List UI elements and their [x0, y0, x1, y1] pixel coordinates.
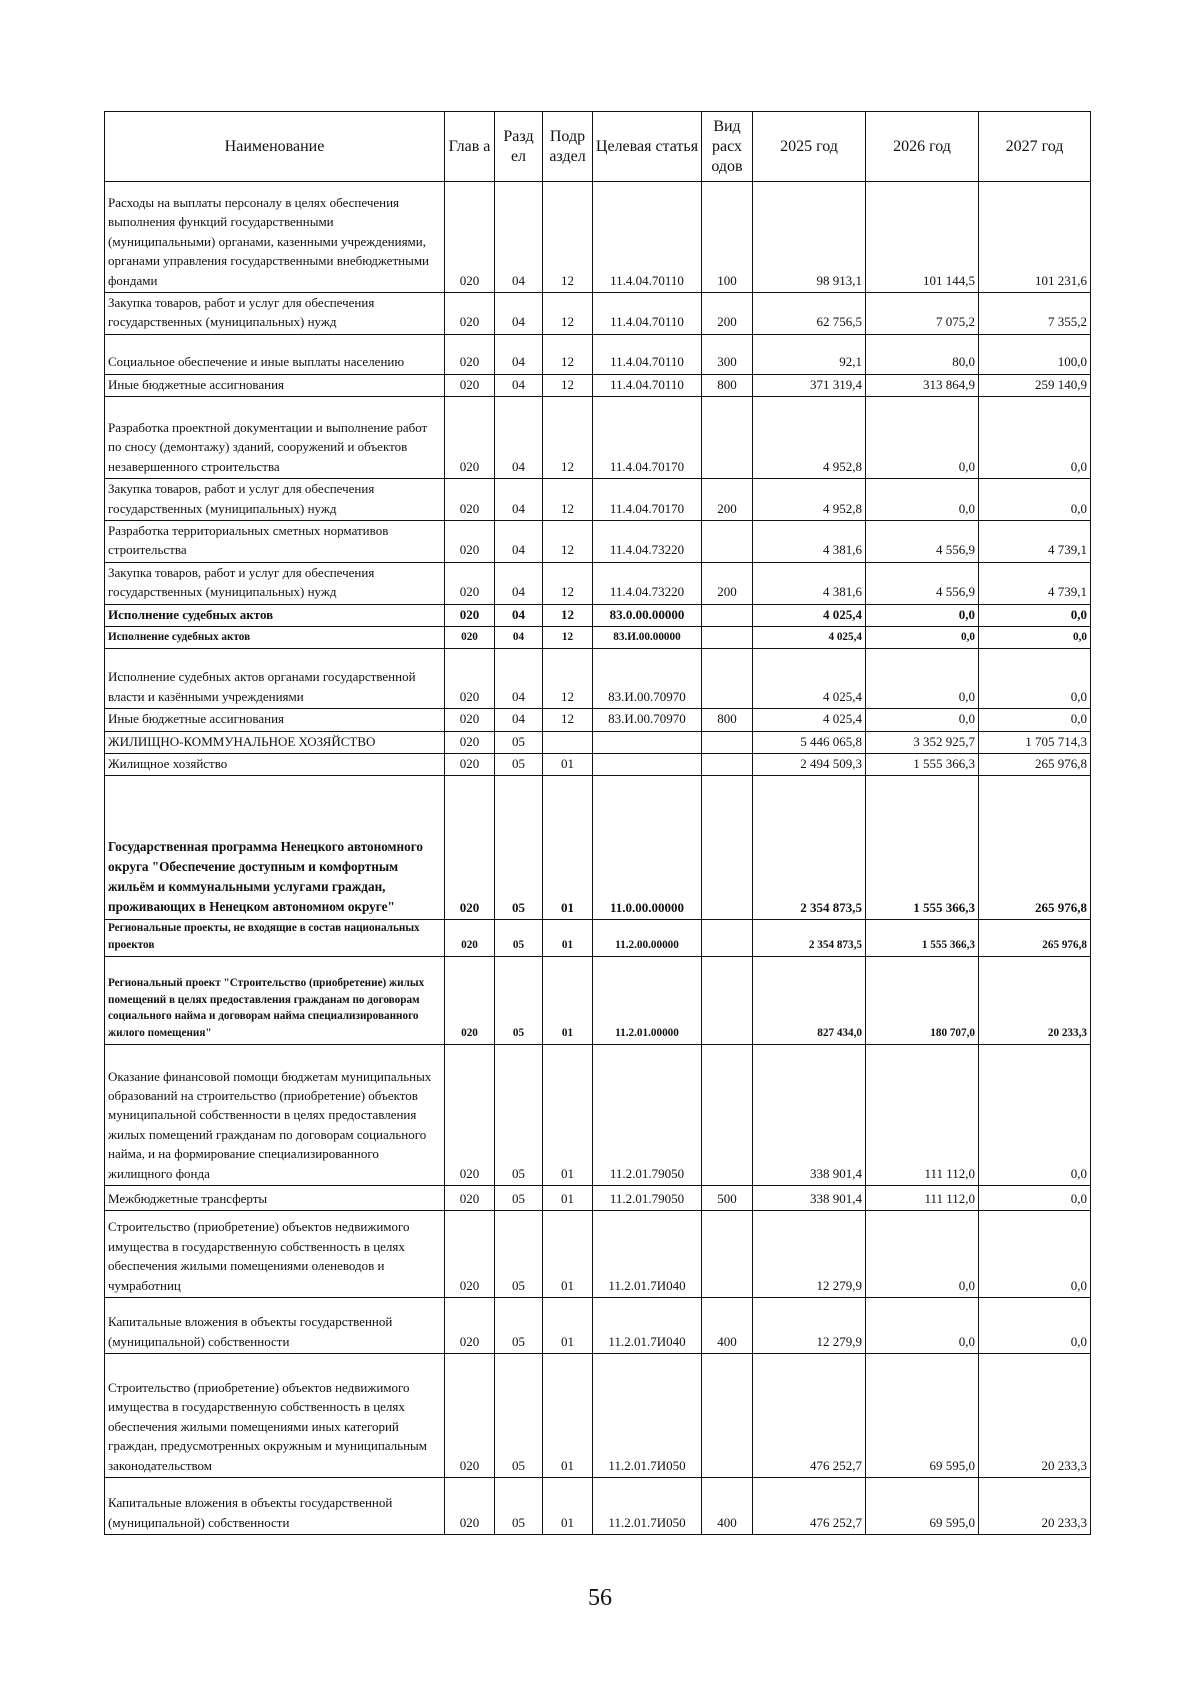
row-subsection: 01 — [543, 957, 593, 1045]
row-value-2027: 101 231,6 — [979, 182, 1091, 293]
row-name: Иные бюджетные ассигнования — [105, 709, 445, 731]
row-expense-type — [702, 521, 753, 563]
row-section: 05 — [495, 1354, 543, 1478]
row-value-2026: 1 555 366,3 — [866, 776, 979, 920]
table-row — [105, 334, 1091, 374]
row-value-2027: 0,0 — [979, 1298, 1091, 1354]
row-target-article: 11.4.04.70110 — [593, 182, 702, 293]
table-row — [105, 776, 1091, 920]
row-value-2025: 12 279,9 — [753, 1211, 866, 1298]
row-name: Региональные проекты, не входящие в состав национальных проектов — [105, 920, 445, 957]
row-value-2027: 0,0 — [979, 649, 1091, 709]
row-chapter: 020 — [445, 731, 495, 753]
row-name: Исполнение судебных актов — [105, 604, 445, 626]
row-value-2026: 0,0 — [866, 1298, 979, 1354]
row-subsection — [543, 731, 593, 753]
row-value-2027: 265 976,8 — [979, 920, 1091, 957]
row-value-2025: 371 319,4 — [753, 374, 866, 396]
table-row — [105, 397, 1091, 479]
row-target-article: 11.4.04.73220 — [593, 521, 702, 563]
row-target-article — [593, 731, 702, 753]
header-year-2026: 2026 год — [866, 112, 979, 182]
row-chapter: 020 — [445, 1045, 495, 1186]
row-value-2026: 0,0 — [866, 627, 979, 649]
row-value-2025: 4 381,6 — [753, 521, 866, 563]
table-row — [105, 1298, 1091, 1354]
row-section: 05 — [495, 1186, 543, 1211]
row-chapter: 020 — [445, 1186, 495, 1211]
row-expense-type — [702, 957, 753, 1045]
row-name: Строительство (приобретение) объектов недвижимого имущества в государственную собственность в целях обеспечения жилыми помещениями оленеводов и чумработниц — [105, 1211, 445, 1298]
table-row — [105, 920, 1091, 957]
row-value-2025: 2 354 873,5 — [753, 776, 866, 920]
row-chapter: 020 — [445, 293, 495, 335]
row-chapter: 020 — [445, 1354, 495, 1478]
row-section: 04 — [495, 627, 543, 649]
row-expense-type: 100 — [702, 182, 753, 293]
header-section: Разд ел — [495, 112, 543, 182]
row-target-article: 11.0.00.00000 — [593, 776, 702, 920]
row-chapter: 020 — [445, 521, 495, 563]
row-expense-type: 800 — [702, 374, 753, 396]
row-expense-type — [702, 731, 753, 753]
row-section: 05 — [495, 920, 543, 957]
row-expense-type — [702, 649, 753, 709]
row-subsection: 12 — [543, 562, 593, 604]
row-value-2026: 80,0 — [866, 334, 979, 374]
row-chapter: 020 — [445, 562, 495, 604]
row-section: 04 — [495, 649, 543, 709]
row-value-2026: 0,0 — [866, 397, 979, 479]
row-name: Капитальные вложения в объекты государственной (муниципальной) собственности — [105, 1298, 445, 1354]
row-section: 04 — [495, 479, 543, 521]
row-target-article: 11.2.01.7И040 — [593, 1298, 702, 1354]
row-chapter: 020 — [445, 1478, 495, 1535]
row-section: 05 — [495, 1298, 543, 1354]
row-value-2025: 2 494 509,3 — [753, 754, 866, 776]
header-expense-type: Вид расх одов — [702, 112, 753, 182]
row-value-2025: 338 901,4 — [753, 1045, 866, 1186]
row-name: Закупка товаров, работ и услуг для обеспечения государственных (муниципальных) нужд — [105, 562, 445, 604]
row-chapter: 020 — [445, 374, 495, 396]
row-value-2025: 476 252,7 — [753, 1478, 866, 1535]
row-subsection: 01 — [543, 1211, 593, 1298]
table-row — [105, 731, 1091, 753]
row-value-2026: 111 112,0 — [866, 1045, 979, 1186]
row-name: Капитальные вложения в объекты государственной (муниципальной) собственности — [105, 1478, 445, 1535]
row-expense-type: 500 — [702, 1186, 753, 1211]
row-chapter: 020 — [445, 182, 495, 293]
row-value-2026: 0,0 — [866, 479, 979, 521]
row-value-2025: 4 025,4 — [753, 627, 866, 649]
row-expense-type — [702, 627, 753, 649]
row-subsection: 12 — [543, 479, 593, 521]
row-name: Иные бюджетные ассигнования — [105, 374, 445, 396]
row-value-2027: 265 976,8 — [979, 776, 1091, 920]
row-value-2027: 0,0 — [979, 1186, 1091, 1211]
row-target-article: 83.И.00.00000 — [593, 627, 702, 649]
row-value-2025: 338 901,4 — [753, 1186, 866, 1211]
row-chapter: 020 — [445, 1211, 495, 1298]
row-chapter: 020 — [445, 479, 495, 521]
row-expense-type — [702, 1354, 753, 1478]
table-row — [105, 562, 1091, 604]
row-value-2027: 20 233,3 — [979, 1478, 1091, 1535]
row-value-2026: 101 144,5 — [866, 182, 979, 293]
row-value-2026: 7 075,2 — [866, 293, 979, 335]
row-expense-type: 200 — [702, 562, 753, 604]
row-subsection: 01 — [543, 776, 593, 920]
header-year-2025: 2025 год — [753, 112, 866, 182]
row-chapter: 020 — [445, 709, 495, 731]
row-name: Строительство (приобретение) объектов недвижимого имущества в государственную собственность в целях обеспечения жилыми помещениями иных категорий граждан, предусмотренных окружным и муниципальным законодательством — [105, 1354, 445, 1478]
row-target-article: 11.2.01.79050 — [593, 1045, 702, 1186]
row-subsection: 12 — [543, 293, 593, 335]
table-header-row — [105, 112, 1091, 182]
row-section: 04 — [495, 521, 543, 563]
row-name: Региональный проект "Строительство (приобретение) жилых помещений в целях предоставления гражданам по договорам социального найма и договорам найма специализированного жилого помещения" — [105, 957, 445, 1045]
table-row — [105, 479, 1091, 521]
row-chapter: 020 — [445, 776, 495, 920]
row-value-2025: 4 952,8 — [753, 397, 866, 479]
table-row — [105, 604, 1091, 626]
table-row — [105, 1478, 1091, 1535]
row-chapter: 020 — [445, 397, 495, 479]
row-target-article: 83.И.00.70970 — [593, 709, 702, 731]
row-value-2027: 1 705 714,3 — [979, 731, 1091, 753]
row-name: Разработка проектной документации и выполнение работ по сносу (демонтажу) зданий, сооружений и объектов незавершенного строительства — [105, 397, 445, 479]
row-name: Оказание финансовой помощи бюджетам муниципальных образований на строительство (приобретение) объектов муниципальной собственности в целях предоставления жилых помещений гражданам по договорам социального найма, и на формирование специализированного жилищного фонда — [105, 1045, 445, 1186]
row-name: Социальное обеспечение и иные выплаты населению — [105, 334, 445, 374]
row-chapter: 020 — [445, 649, 495, 709]
row-section: 05 — [495, 754, 543, 776]
row-target-article: 11.4.04.70110 — [593, 334, 702, 374]
row-subsection: 01 — [543, 920, 593, 957]
header-target-article: Целевая статья — [593, 112, 702, 182]
row-target-article: 83.И.00.70970 — [593, 649, 702, 709]
row-value-2027: 20 233,3 — [979, 957, 1091, 1045]
row-expense-type: 200 — [702, 293, 753, 335]
row-value-2025: 12 279,9 — [753, 1298, 866, 1354]
row-subsection: 12 — [543, 709, 593, 731]
table-row — [105, 957, 1091, 1045]
row-subsection: 01 — [543, 754, 593, 776]
row-value-2026: 0,0 — [866, 649, 979, 709]
table-row — [105, 1211, 1091, 1298]
row-chapter: 020 — [445, 604, 495, 626]
row-name: Межбюджетные трансферты — [105, 1186, 445, 1211]
header-year-2027: 2027 год — [979, 112, 1091, 182]
row-expense-type — [702, 1045, 753, 1186]
row-section: 05 — [495, 957, 543, 1045]
row-value-2027: 20 233,3 — [979, 1354, 1091, 1478]
row-value-2026: 69 595,0 — [866, 1478, 979, 1535]
row-value-2025: 4 381,6 — [753, 562, 866, 604]
row-value-2026: 0,0 — [866, 604, 979, 626]
row-chapter: 020 — [445, 754, 495, 776]
row-value-2027: 0,0 — [979, 1045, 1091, 1186]
table-row — [105, 521, 1091, 563]
row-subsection: 12 — [543, 604, 593, 626]
row-value-2026: 1 555 366,3 — [866, 920, 979, 957]
header-chapter: Глав а — [445, 112, 495, 182]
row-chapter: 020 — [445, 957, 495, 1045]
row-value-2026: 0,0 — [866, 1211, 979, 1298]
table-row — [105, 182, 1091, 293]
row-expense-type: 300 — [702, 334, 753, 374]
budget-table — [104, 111, 1091, 1535]
row-value-2026: 180 707,0 — [866, 957, 979, 1045]
row-section: 04 — [495, 562, 543, 604]
row-target-article: 83.0.00.00000 — [593, 604, 702, 626]
row-value-2025: 827 434,0 — [753, 957, 866, 1045]
row-section: 04 — [495, 374, 543, 396]
row-section: 05 — [495, 1478, 543, 1535]
row-section: 04 — [495, 397, 543, 479]
table-row — [105, 1045, 1091, 1186]
row-value-2025: 4 025,4 — [753, 649, 866, 709]
row-subsection: 12 — [543, 374, 593, 396]
row-value-2027: 100,0 — [979, 334, 1091, 374]
row-section: 04 — [495, 182, 543, 293]
row-name: Закупка товаров, работ и услуг для обеспечения государственных (муниципальных) нужд — [105, 293, 445, 335]
row-name: Расходы на выплаты персоналу в целях обеспечения выполнения функций государственными (муниципальными) органами, казенными учреждениями, органами управления государственными внебюджетными фондами — [105, 182, 445, 293]
row-expense-type — [702, 397, 753, 479]
row-value-2026: 69 595,0 — [866, 1354, 979, 1478]
row-section: 04 — [495, 604, 543, 626]
row-section: 04 — [495, 293, 543, 335]
table-row — [105, 293, 1091, 335]
row-target-article: 11.4.04.73220 — [593, 562, 702, 604]
table-row — [105, 627, 1091, 649]
row-value-2026: 313 864,9 — [866, 374, 979, 396]
row-section: 04 — [495, 709, 543, 731]
row-chapter: 020 — [445, 1298, 495, 1354]
row-subsection: 01 — [543, 1045, 593, 1186]
table-row — [105, 754, 1091, 776]
table-row — [105, 1354, 1091, 1478]
row-value-2026: 111 112,0 — [866, 1186, 979, 1211]
row-expense-type — [702, 776, 753, 920]
row-subsection: 01 — [543, 1186, 593, 1211]
row-expense-type: 800 — [702, 709, 753, 731]
row-value-2027: 265 976,8 — [979, 754, 1091, 776]
row-value-2026: 3 352 925,7 — [866, 731, 979, 753]
row-target-article: 11.4.04.70110 — [593, 293, 702, 335]
row-subsection: 01 — [543, 1298, 593, 1354]
row-chapter: 020 — [445, 627, 495, 649]
row-expense-type: 200 — [702, 479, 753, 521]
row-name: Разработка территориальных сметных нормативов строительства — [105, 521, 445, 563]
row-value-2025: 4 952,8 — [753, 479, 866, 521]
row-target-article: 11.2.01.79050 — [593, 1186, 702, 1211]
row-name: Жилищное хозяйство — [105, 754, 445, 776]
row-value-2027: 7 355,2 — [979, 293, 1091, 335]
row-value-2025: 2 354 873,5 — [753, 920, 866, 957]
row-target-article: 11.4.04.70170 — [593, 479, 702, 521]
row-expense-type: 400 — [702, 1478, 753, 1535]
row-value-2025: 5 446 065,8 — [753, 731, 866, 753]
row-value-2026: 0,0 — [866, 709, 979, 731]
row-subsection: 12 — [543, 627, 593, 649]
table-row — [105, 709, 1091, 731]
row-section: 05 — [495, 1045, 543, 1186]
table-row — [105, 1186, 1091, 1211]
row-value-2025: 92,1 — [753, 334, 866, 374]
row-name: ЖИЛИЩНО-КОММУНАЛЬНОЕ ХОЗЯЙСТВО — [105, 731, 445, 753]
row-value-2025: 476 252,7 — [753, 1354, 866, 1478]
row-expense-type — [702, 920, 753, 957]
row-name: Исполнение судебных актов — [105, 627, 445, 649]
row-value-2026: 4 556,9 — [866, 562, 979, 604]
header-name: Наименование — [105, 112, 445, 182]
row-value-2027: 4 739,1 — [979, 521, 1091, 563]
row-value-2025: 62 756,5 — [753, 293, 866, 335]
row-value-2027: 0,0 — [979, 709, 1091, 731]
row-target-article: 11.2.00.00000 — [593, 920, 702, 957]
row-section: 05 — [495, 776, 543, 920]
row-target-article: 11.2.01.7И050 — [593, 1478, 702, 1535]
row-value-2027: 0,0 — [979, 604, 1091, 626]
row-subsection: 12 — [543, 334, 593, 374]
row-chapter: 020 — [445, 920, 495, 957]
header-subsection: Подр аздел — [543, 112, 593, 182]
row-section: 04 — [495, 334, 543, 374]
row-section: 05 — [495, 731, 543, 753]
row-target-article — [593, 754, 702, 776]
row-value-2026: 4 556,9 — [866, 521, 979, 563]
row-section: 05 — [495, 1211, 543, 1298]
row-subsection: 12 — [543, 397, 593, 479]
row-target-article: 11.2.01.00000 — [593, 957, 702, 1045]
row-value-2027: 0,0 — [979, 1211, 1091, 1298]
row-target-article: 11.4.04.70110 — [593, 374, 702, 396]
row-target-article: 11.2.01.7И040 — [593, 1211, 702, 1298]
row-target-article: 11.4.04.70170 — [593, 397, 702, 479]
row-subsection: 01 — [543, 1478, 593, 1535]
table-row — [105, 374, 1091, 396]
row-target-article: 11.2.01.7И050 — [593, 1354, 702, 1478]
row-value-2027: 4 739,1 — [979, 562, 1091, 604]
row-expense-type: 400 — [702, 1298, 753, 1354]
row-value-2025: 4 025,4 — [753, 604, 866, 626]
row-subsection: 12 — [543, 182, 593, 293]
row-value-2027: 0,0 — [979, 397, 1091, 479]
row-expense-type — [702, 1211, 753, 1298]
row-expense-type — [702, 604, 753, 626]
row-value-2027: 0,0 — [979, 479, 1091, 521]
row-subsection: 12 — [543, 649, 593, 709]
table-row — [105, 649, 1091, 709]
row-value-2027: 259 140,9 — [979, 374, 1091, 396]
row-expense-type — [702, 754, 753, 776]
row-name: Закупка товаров, работ и услуг для обеспечения государственных (муниципальных) нужд — [105, 479, 445, 521]
row-name: Исполнение судебных актов органами государственной власти и казёнными учреждениями — [105, 649, 445, 709]
row-name: Государственная программа Ненецкого автономного округа "Обеспечение доступным и комфортным жильём и коммунальными услугами граждан, проживающих в Ненецком автономном округе" — [105, 776, 445, 920]
row-subsection: 12 — [543, 521, 593, 563]
row-value-2025: 98 913,1 — [753, 182, 866, 293]
row-value-2027: 0,0 — [979, 627, 1091, 649]
row-value-2026: 1 555 366,3 — [866, 754, 979, 776]
row-subsection: 01 — [543, 1354, 593, 1478]
page-number: 56 — [588, 1585, 612, 1611]
row-value-2025: 4 025,4 — [753, 709, 866, 731]
row-chapter: 020 — [445, 334, 495, 374]
